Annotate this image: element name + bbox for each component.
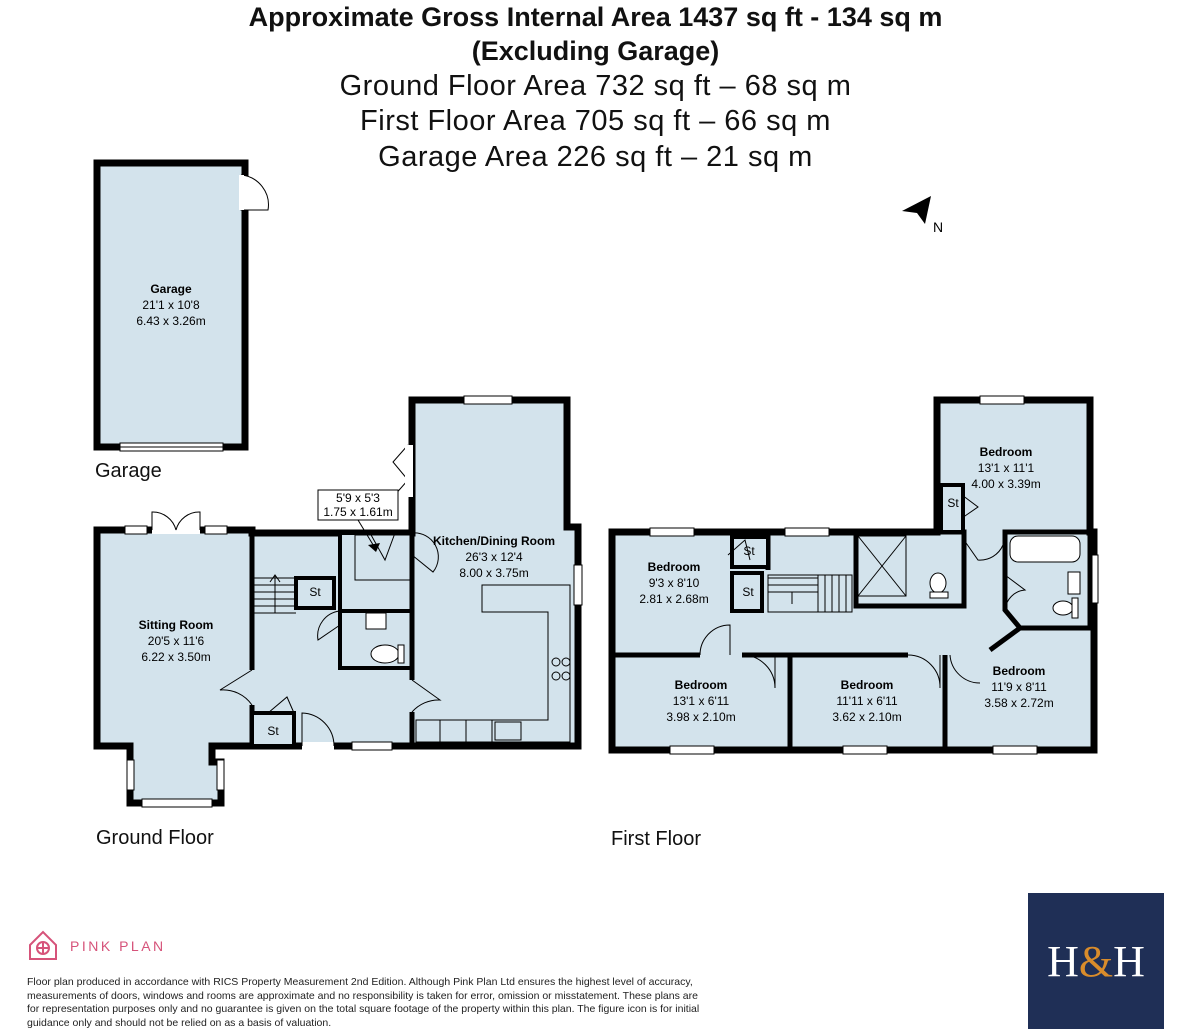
first-floor-label: First Floor [611, 828, 701, 850]
garage-room-imperial: 21'1 x 10'8 [142, 298, 200, 312]
store-label-first-3: St [947, 496, 959, 510]
sitting-room-imperial: 20'5 x 11'6 [147, 634, 205, 648]
ground-floor-label: Ground Floor [96, 827, 214, 849]
bedroom2-name: Bedroom [979, 445, 1033, 459]
bedroom2-metric: 4.00 x 3.39m [971, 477, 1041, 491]
bedroom3-name: Bedroom [674, 678, 728, 692]
title-line-2: (Excluding Garage) [471, 36, 720, 66]
kitchen-room-name: Kitchen/Dining Room [433, 534, 555, 548]
bedroom5-name: Bedroom [992, 664, 1046, 678]
bedroom5-metric: 3.58 x 2.72m [984, 696, 1054, 710]
bedroom4-metric: 3.62 x 2.10m [832, 710, 902, 724]
bedroom2-imperial: 13'1 x 11'1 [977, 461, 1035, 475]
pink-plan-logo-icon [30, 932, 56, 959]
bedroom3-metric: 3.98 x 2.10m [666, 710, 736, 724]
hh-logo [1028, 893, 1164, 1029]
ground-floor-area: Ground Floor Area 732 sq ft – 68 sq m [339, 70, 852, 102]
first-floor-area: First Floor Area 705 sq ft – 66 sq m [360, 105, 831, 137]
utility-metric: 1.75 x 1.61m [323, 505, 393, 519]
ground-floor-plan [97, 396, 582, 807]
bedroom1-imperial: 9'3 x 8'10 [648, 576, 700, 590]
pink-plan-brand: PINK PLAN [70, 938, 166, 954]
store-label-stairs: St [309, 585, 321, 599]
kitchen-room-metric: 8.00 x 3.75m [459, 566, 529, 580]
garage-room-name: Garage [150, 282, 192, 296]
utility-imperial: 5'9 x 5'3 [336, 491, 380, 505]
hh-logo-right: H [1113, 936, 1145, 986]
compass-icon [902, 196, 931, 224]
store-label-hall: St [267, 724, 279, 738]
bedroom1-name: Bedroom [647, 560, 701, 574]
store-label-first-2: St [742, 585, 754, 599]
garage-floor-label: Garage [95, 460, 162, 482]
store-label-first-1: St [743, 544, 755, 558]
title-line-1: Approximate Gross Internal Area 1437 sq ft - 134 sq m [248, 2, 943, 32]
bedroom4-imperial: 11'11 x 6'11 [836, 694, 898, 708]
sitting-room-name: Sitting Room [138, 618, 214, 632]
kitchen-room-imperial: 26'3 x 12'4 [465, 550, 523, 564]
sitting-room-metric: 6.22 x 3.50m [141, 650, 211, 664]
garage-area: Garage Area 226 sq ft – 21 sq m [378, 141, 813, 173]
bedroom5-imperial: 11'9 x 8'11 [991, 680, 1047, 694]
disclaimer-text: Floor plan produced in accordance with RICS Property Measurement 2nd Edition. Although Pink Plan Ltd ensures the highest level of accuracy, measurements of doors, windows and rooms are approximate and no responsibility is taken for error, omission or misstatement. These plans are for representation purposes only and no guarantee is given on the total square footage of the property within this plan. The figure icon is for initial guidance only and should not be relied on as a basis of valuation. [27, 976, 700, 1029]
hh-logo-left: H [1047, 936, 1079, 986]
garage-room-metric: 6.43 x 3.26m [136, 314, 206, 328]
compass-label: N [933, 219, 944, 235]
bedroom1-metric: 2.81 x 2.68m [639, 592, 709, 606]
hh-logo-amp: & [1078, 936, 1114, 986]
bedroom3-imperial: 13'1 x 6'11 [672, 694, 730, 708]
bedroom4-name: Bedroom [840, 678, 894, 692]
